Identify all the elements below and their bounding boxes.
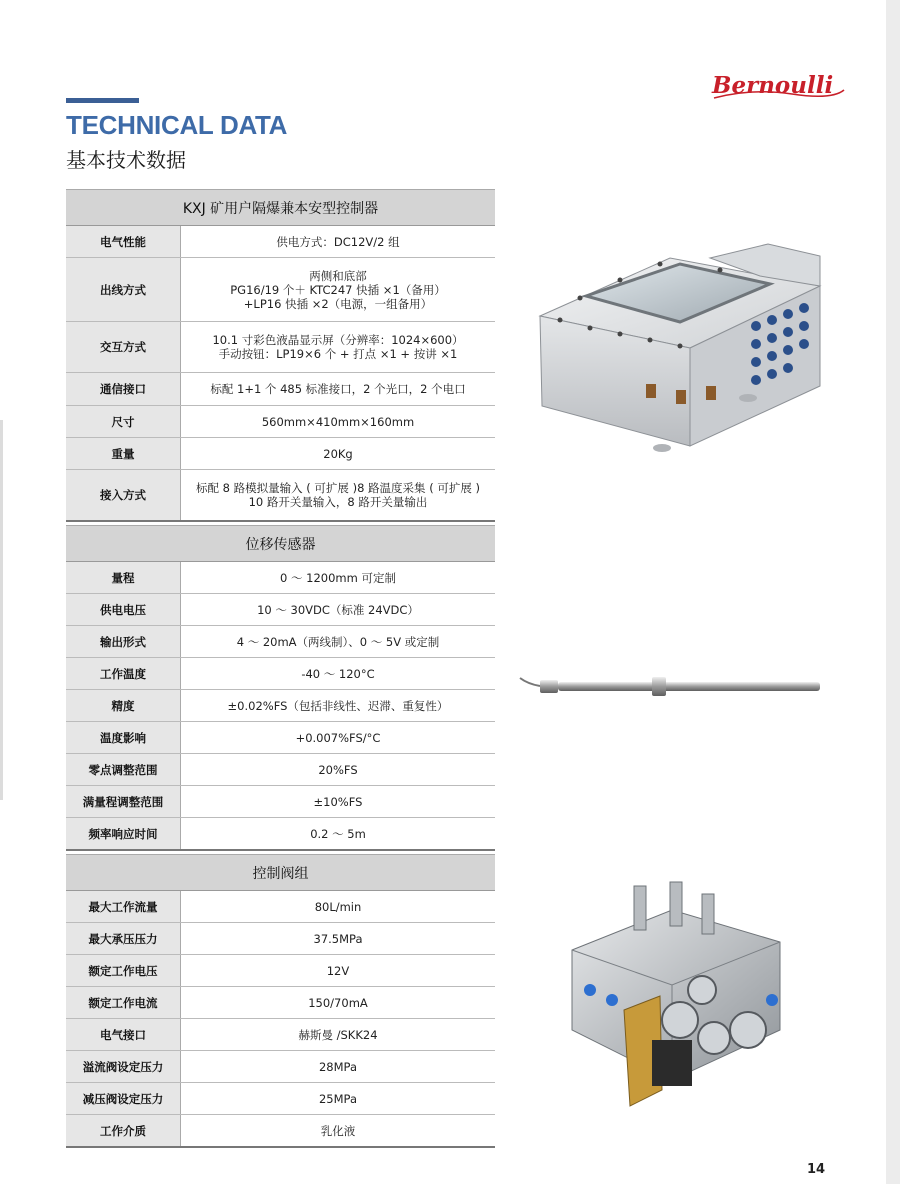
row-value: 标配 8 路模拟量输入 ( 可扩展 )8 路温度采集 ( 可扩展 ) 10 路开关量输入，8 路开关量输出 — [196, 481, 480, 509]
row-label: 尺寸 — [66, 406, 181, 437]
row-value: +0.007%FS/°C — [295, 730, 381, 745]
table-row — [66, 722, 495, 754]
controller-enclosure-image — [520, 236, 850, 466]
row-value: 560mm×410mm×160mm — [261, 414, 415, 429]
row-label: 零点调整范围 — [66, 754, 181, 785]
table-heading: 控制阀组 — [66, 855, 495, 891]
table-row — [66, 626, 495, 658]
table-row — [66, 987, 495, 1019]
row-value: 0 ～ 1200mm 可定制 — [280, 570, 396, 585]
row-label: 温度影响 — [66, 722, 181, 753]
row-label: 供电电压 — [66, 594, 181, 625]
row-value: 20%FS — [318, 762, 358, 777]
table-row — [66, 891, 495, 923]
row-value: 乳化液 — [320, 1123, 356, 1138]
row-label: 通信接口 — [66, 373, 181, 405]
brand-logo: Bernoulli — [712, 72, 834, 99]
row-value: 37.5MPa — [313, 931, 363, 946]
page-edge-shadow — [0, 420, 3, 800]
table-row — [66, 258, 495, 322]
row-value: 80L/min — [314, 899, 362, 914]
table-heading: KXJ 矿用户隔爆兼本安型控制器 — [66, 190, 495, 226]
page-title-en: TECHNICAL DATA — [66, 110, 288, 140]
table-heading: 位移传感器 — [66, 526, 495, 562]
row-label: 额定工作电流 — [66, 987, 181, 1018]
table-row — [66, 438, 495, 470]
row-label: 输出形式 — [66, 626, 181, 657]
page-title-cn: 基本技术数据 — [66, 148, 186, 172]
row-label: 工作介质 — [66, 1115, 181, 1146]
table-row — [66, 818, 495, 849]
row-value: 10 ～ 30VDC（标准 24VDC） — [257, 602, 419, 617]
row-value: ±0.02%FS（包括非线性、迟滞、重复性） — [227, 698, 449, 713]
row-label: 交互方式 — [66, 322, 181, 372]
row-value: -40 ～ 120°C — [301, 666, 375, 681]
table-row — [66, 1051, 495, 1083]
row-value: 28MPa — [318, 1059, 358, 1074]
table-row — [66, 470, 495, 520]
row-label: 减压阀设定压力 — [66, 1083, 181, 1114]
row-label: 电气接口 — [66, 1019, 181, 1050]
controller-spec-table — [66, 189, 495, 522]
table-row — [66, 406, 495, 438]
table-row — [66, 786, 495, 818]
logo-swash-icon — [712, 82, 847, 102]
row-label: 额定工作电压 — [66, 955, 181, 986]
valve-spec-table — [66, 854, 495, 1148]
table-row — [66, 754, 495, 786]
row-label: 出线方式 — [66, 258, 181, 321]
page-number: 14 — [807, 1162, 826, 1177]
row-value: 赫斯曼 /SKK24 — [298, 1027, 378, 1042]
table-row — [66, 955, 495, 987]
row-value: 10.1 寸彩色液晶显示屏（分辨率：1024×600） 手动按钮：LP19×6 个 + 打点 ×1 + 按讲 ×1 — [212, 333, 464, 361]
row-value: 20Kg — [323, 446, 353, 461]
row-value: 0.2 ～ 5m — [310, 826, 366, 841]
row-value: 标配 1+1 个 485 标准接口，2 个光口，2 个电口 — [210, 382, 466, 396]
row-label: 重量 — [66, 438, 181, 469]
row-value: 供电方式：DC12V/2 组 — [276, 234, 400, 249]
row-label: 工作温度 — [66, 658, 181, 689]
table-row — [66, 1115, 495, 1146]
row-label: 最大承压压力 — [66, 923, 181, 954]
table-row — [66, 594, 495, 626]
table-row — [66, 1083, 495, 1115]
displacement-sensor-image — [518, 664, 823, 704]
row-label: 精度 — [66, 690, 181, 721]
table-row — [66, 923, 495, 955]
row-label: 满量程调整范围 — [66, 786, 181, 817]
table-row — [66, 373, 495, 406]
row-value: 150/70mA — [308, 995, 368, 1010]
row-value: 两侧和底部 PG16/19 个＋ KTC247 快插 ×1（备用） +LP16 快插 ×2（电源，一组备用） — [230, 268, 446, 311]
row-label: 最大工作流量 — [66, 891, 181, 922]
title-accent-bar — [66, 98, 139, 103]
table-row — [66, 658, 495, 690]
page-edge-strip — [886, 0, 900, 1184]
row-label: 溢流阀设定压力 — [66, 1051, 181, 1082]
table-row — [66, 690, 495, 722]
valve-group-image — [552, 880, 792, 1135]
row-label: 量程 — [66, 562, 181, 593]
table-row — [66, 562, 495, 594]
row-value: 12V — [326, 963, 350, 978]
table-row — [66, 226, 495, 258]
row-value: 4 ～ 20mA（两线制）、0 ～ 5V 或定制 — [236, 634, 440, 649]
row-value: 25MPa — [318, 1091, 358, 1106]
row-label: 电气性能 — [66, 226, 181, 257]
row-label: 频率响应时间 — [66, 818, 181, 849]
row-label: 接入方式 — [66, 470, 181, 520]
table-row — [66, 322, 495, 373]
table-row — [66, 1019, 495, 1051]
sensor-spec-table — [66, 525, 495, 851]
row-value: ±10%FS — [313, 794, 363, 809]
